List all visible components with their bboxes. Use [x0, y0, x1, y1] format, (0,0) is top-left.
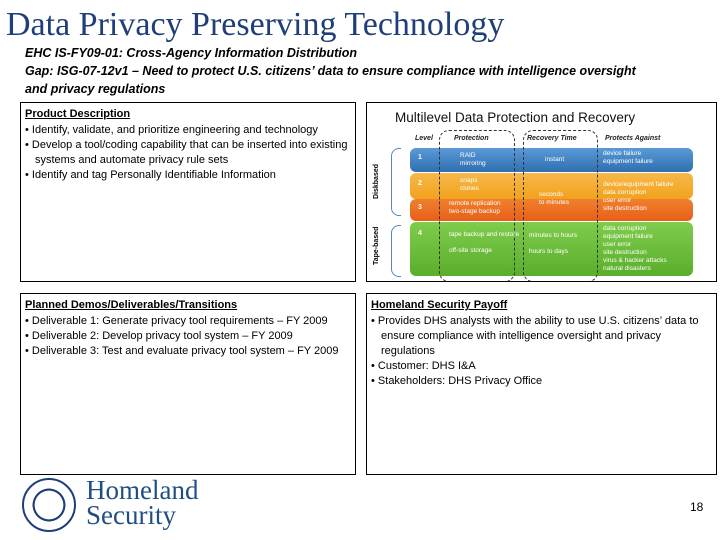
header-against: Protects Against: [605, 135, 661, 142]
recovery-1: instant: [545, 156, 565, 163]
protection-2: snaps clones: [460, 177, 479, 192]
list-item: • Provides DHS analysts with the ability to use U.S. citizens’ data to ensure compliance with intelligence oversight and privacy regulations: [371, 314, 712, 359]
level-4: 4: [418, 230, 422, 237]
group-tape: Tape-based: [373, 226, 380, 265]
recovery-2-3: seconds to minutes: [539, 191, 569, 206]
payoff-heading: Homeland Security Payoff: [371, 299, 508, 311]
payoff-box: [366, 293, 717, 475]
dhs-seal-icon: [22, 478, 76, 532]
list-item: • Customer: DHS I&A: [371, 359, 712, 374]
against-1: device failure equipment failure: [603, 150, 653, 165]
header-protection: Protection: [454, 135, 489, 142]
homeland-security-logo: [86, 475, 199, 530]
disk-brace: [391, 148, 401, 216]
list-item: • Deliverable 1: Generate privacy tool requirements – FY 2009: [25, 314, 351, 329]
subtitle-line-3: and privacy regulations: [25, 82, 166, 96]
header-recovery: Recovery Time: [527, 135, 577, 142]
diagram-title: Multilevel Data Protection and Recovery: [395, 110, 636, 125]
list-item: • Stakeholders: DHS Privacy Office: [371, 374, 712, 389]
product-heading: Product Description: [25, 108, 131, 120]
subtitle-line-1: EHC IS-FY09-01: Cross-Agency Information Distribution: [25, 46, 357, 60]
data-protection-diagram: [366, 102, 717, 282]
against-4: data corruption equipment failure user error site destruction virus & hacker attacks natural disasters: [603, 225, 667, 272]
header-level: Level: [415, 135, 433, 142]
logo-line-1: Homeland: [86, 475, 199, 505]
protection-1: RAID mirroring: [460, 152, 486, 167]
group-disk: Diskbased: [373, 163, 380, 199]
demos-heading: Planned Demos/Deliverables/Transitions: [25, 299, 238, 311]
subtitle-line-2: Gap: ISG-07-12v1 – Need to protect U.S. citizens’ data to ensure compliance with intelligence oversight: [25, 64, 636, 78]
list-item: • Identify and tag Personally Identifiable Information: [25, 168, 351, 183]
protection-3: remote replication two-stage backup: [449, 200, 501, 215]
list-item: • Identify, validate, and prioritize engineering and technology: [25, 123, 351, 138]
protection-4: tape backup and restore off-site storage: [449, 231, 520, 254]
recovery-4: minutes to hours hours to days: [529, 232, 578, 255]
list-item: • Deliverable 2: Develop privacy tool system – FY 2009: [25, 329, 351, 344]
logo-line-2: Security: [86, 500, 176, 530]
level-3: 3: [418, 204, 422, 211]
tape-brace: [391, 225, 401, 277]
list-item: • Develop a tool/coding capability that can be inserted into existing systems and automate privacy rule sets: [25, 138, 351, 168]
against-2-3: device/equipment failure data corruption user error site destruction: [603, 181, 674, 212]
list-item: • Deliverable 3: Test and evaluate privacy tool system – FY 2009: [25, 344, 351, 359]
product-description-box: [20, 102, 356, 282]
page-number: 18: [690, 500, 704, 514]
page-title: Data Privacy Preserving Technology: [6, 6, 505, 43]
level-2: 2: [418, 180, 422, 187]
level-1: 1: [418, 154, 422, 161]
demos-box: [20, 293, 356, 475]
